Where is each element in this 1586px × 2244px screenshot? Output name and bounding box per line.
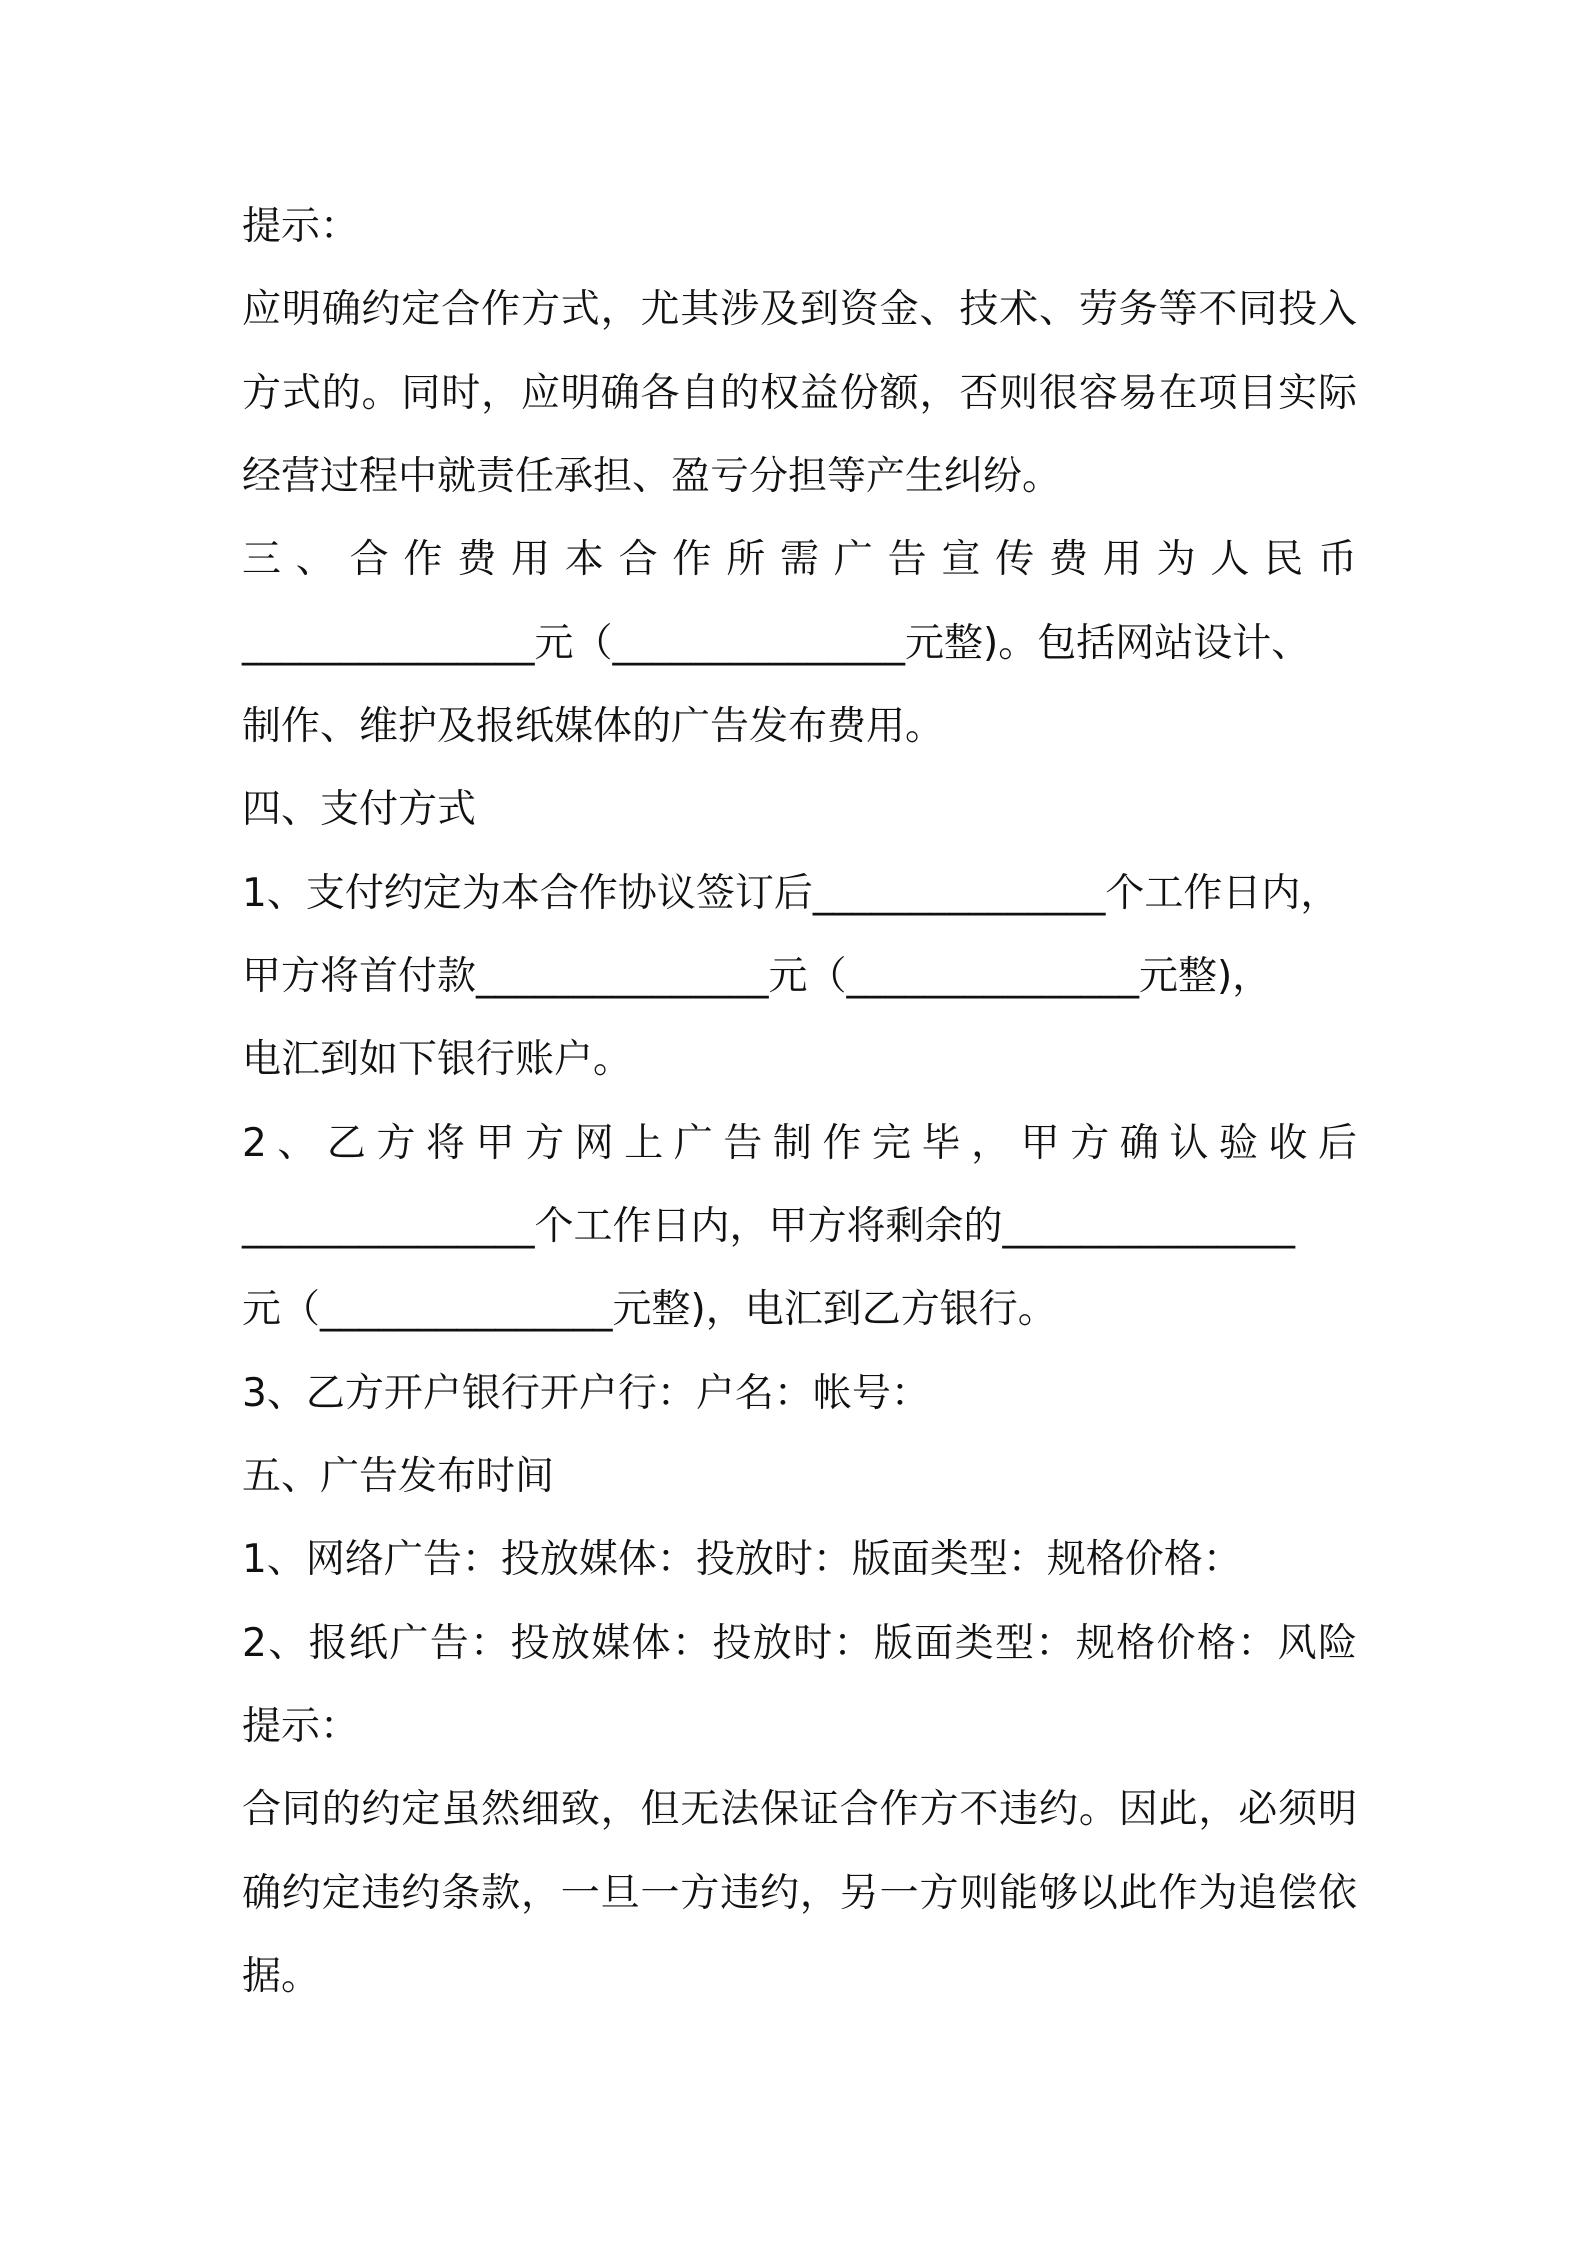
text-line-newspaper-ad: 2、报纸广告：投放媒体：投放时：版面类型：规格价格：风险 — [242, 1621, 1357, 1666]
text-line-breach-3: 据。 — [242, 1954, 321, 1999]
section-heading-ad-release-time: 五、广告发布时间 — [242, 1454, 555, 1499]
text-line-payment-1a: 1、支付约定为本合作协议签订后_______________个工作日内， — [242, 871, 1340, 916]
text-line-online-ad: 1、网络广告：投放媒体：投放时：版面类型：规格价格： — [242, 1537, 1242, 1582]
text-line-tip-heading: 提示： — [242, 204, 360, 249]
text-line-breach-2: 确约定违约条款，一旦一方违约，另一方则能够以此作为追偿依 — [242, 1871, 1357, 1916]
text-line-payment-2a: 2、乙方将甲方网上广告制作完毕，甲方确认验收后 — [242, 1121, 1357, 1166]
text-line-cooperation-3: 经营过程中就责任承担、盈亏分担等产生纠纷。 — [242, 454, 1062, 499]
text-line-fee-amount: _______________元（_______________元整)。包括网站设计、 — [242, 621, 1311, 666]
text-line-payment-2b: _______________个工作日内，甲方将剩余的_______________ — [242, 1204, 1296, 1249]
text-line-fee-scope: 制作、维护及报纸媒体的广告发布费用。 — [242, 704, 945, 749]
text-line-cooperation-1: 应明确约定合作方式，尤其涉及到资金、技术、劳务等不同投入 — [242, 287, 1357, 332]
section-heading-payment-method: 四、支付方式 — [242, 787, 477, 832]
text-line-breach-1: 合同的约定虽然细致，但无法保证合作方不违约。因此，必须明 — [242, 1787, 1357, 1832]
text-line-payment-2c: 元（_______________元整)，电汇到乙方银行。 — [242, 1287, 1057, 1332]
section-heading-cooperation-fee: 三、合作费用本合作所需广告宣传费用为人民币 — [242, 537, 1357, 582]
text-line-payment-1c: 电汇到如下银行账户。 — [242, 1037, 633, 1082]
text-line-payment-3: 3、乙方开户银行开户行：户名：帐号： — [242, 1371, 930, 1416]
text-line-tip-heading-2: 提示： — [242, 1704, 360, 1749]
text-line-payment-1b: 甲方将首付款_______________元（_______________元整)， — [242, 954, 1272, 999]
text-line-cooperation-2: 方式的。同时，应明确各自的权益份额，否则很容易在项目实际 — [242, 371, 1357, 416]
